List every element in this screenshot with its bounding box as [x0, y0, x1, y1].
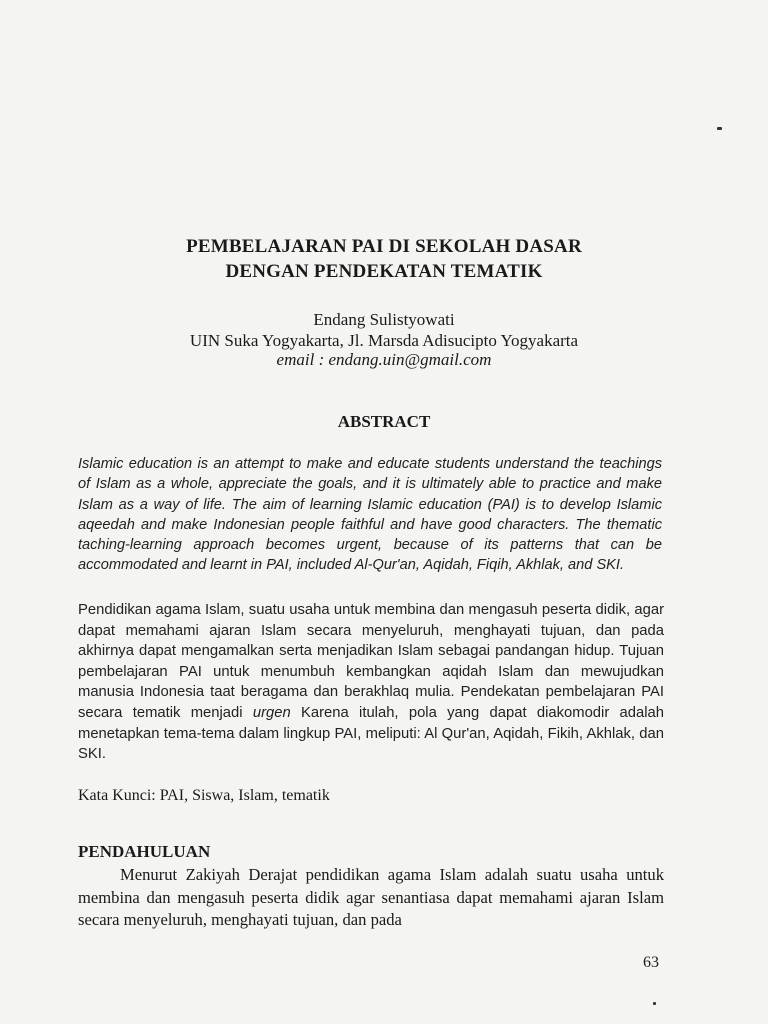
abstract-heading: ABSTRACT	[337, 412, 431, 431]
body-paragraph-text: Menurut Zakiyah Derajat pendidikan agama Islam adalah suatu usaha untuk membina dan mengasuh peserta didik agar senantiasa dapat memahami ajaran Islam secara menyeluruh, menghayati tujuan, dan pada	[78, 865, 664, 929]
scan-speck	[717, 127, 722, 130]
paper-title-line-2: DENGAN PENDEKATAN TEMATIK	[225, 261, 543, 282]
author-affiliation: UIN Suka Yogyakarta, Jl. Marsda Adisucipto Yogyakarta	[189, 331, 579, 350]
abstract-english: Islamic education is an attempt to make and educate students understand the teachings of Islam as a whole, appreciate the goals, and it is ultimately able to practice and make Islam as a way of life. The aim of learning Islamic education (PAI) is to develop Islamic aqeedah and make Indonesian people faithful and have good characters. The thematic taching-learning approach becomes urgent, because of its patterns that can be accommodated and learnt in PAI, included Al-Qur'an, Aqidah, Fiqih, Akhlak, and SKI.	[78, 456, 662, 574]
abstract-indonesian-text-2: Karena itulah, pola yang dapat diakomodir adalah menetapkan tema-tema dalam lingkup PAI, meliputi: Al Qur'an, Aqidah, Fikih, Akhlak, dan SKI.	[78, 704, 664, 763]
paper-title-line-1: PEMBELAJARAN PAI DI SEKOLAH DASAR	[186, 236, 582, 257]
author-email: email : endang.uin@gmail.com	[276, 350, 492, 369]
scan-speck	[653, 1002, 656, 1005]
section-heading: PENDAHULUAN	[78, 842, 211, 861]
abstract-indonesian-text-1: Pendidikan agama Islam, suatu usaha untuk membina dan mengasuh peserta didik, agar dapat memahami ajaran Islam secara menyeluruh, menghayati tujuan, dan pada akhirnya dapat mengamalkan serta menjadikan Islam sebagai pandangan hidup. Tujuan pembelajaran PAI untuk menumbuh kembangkan aqidah Islam dan mewujudkan manusia Indonesia taat beragama dan berakhlaq mulia. Pendekatan pembelajaran PAI secara tematik menjadi	[78, 602, 664, 721]
page-number: 63	[643, 954, 659, 971]
abstract-indonesian	[78, 600, 664, 765]
keywords: Kata Kunci: PAI, Siswa, Islam, tematik	[78, 787, 330, 804]
author-name: Endang Sulistyowati	[313, 310, 455, 329]
body-paragraph	[78, 864, 664, 932]
abstract-indonesian-italic-term: urgen	[252, 704, 291, 721]
